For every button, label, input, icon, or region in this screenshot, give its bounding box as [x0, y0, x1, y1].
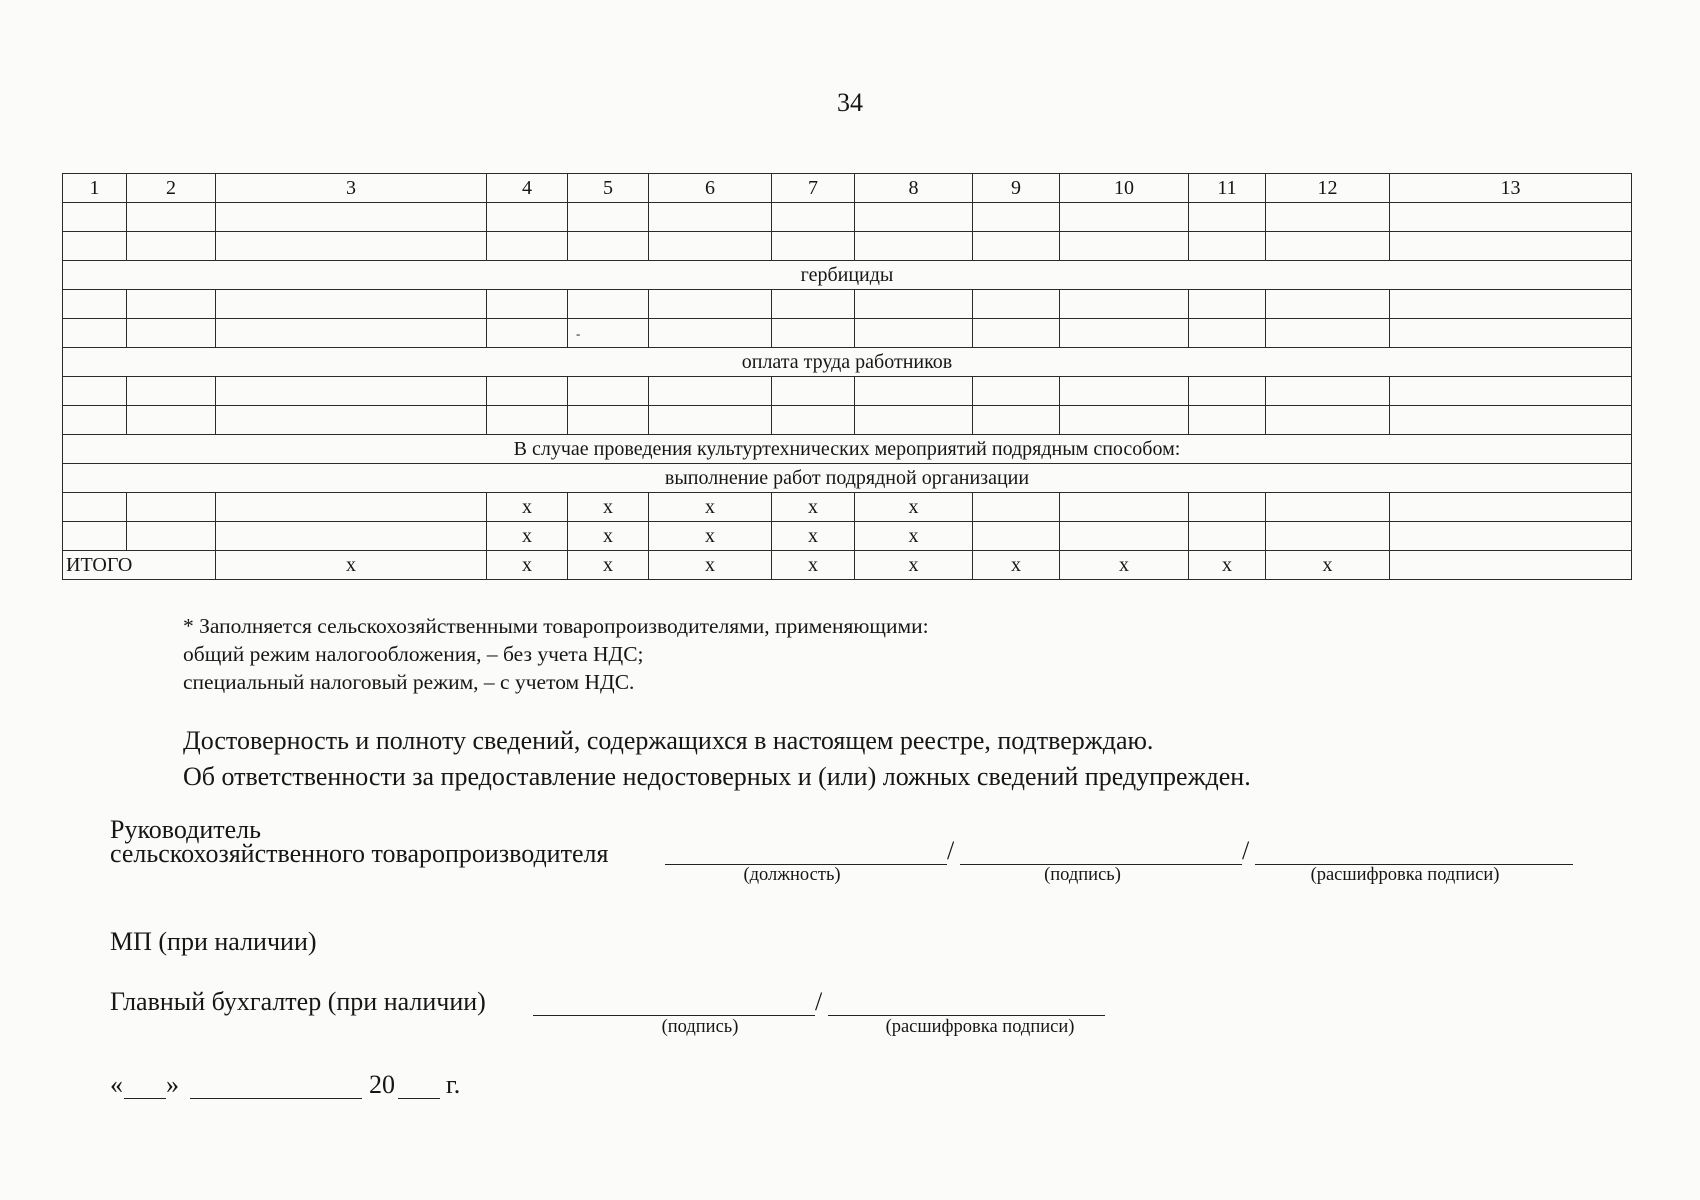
- date-year-line: [398, 1098, 440, 1099]
- footnote-line-2: общий режим налогообложения, – без учета НДС;: [183, 642, 644, 666]
- certification-line-1: Достоверность и полноту сведений, содержащихся в настоящем реестре, подтверждаю.: [183, 726, 1154, 755]
- section-row: [63, 435, 1632, 464]
- caption-decoding: (расшифровка подписи): [1310, 865, 1500, 885]
- accountant-slash: /: [815, 987, 823, 1016]
- na-mark: x: [1189, 551, 1266, 580]
- column-header: 4: [487, 174, 568, 203]
- footnote-line-3: специальный налоговый режим, – с учетом НДС.: [183, 670, 635, 694]
- column-header: 2: [127, 174, 216, 203]
- na-mark: x: [772, 522, 855, 551]
- head-label-2: сельскохозяйственного товаропроизводителя: [110, 839, 609, 868]
- table-row: [63, 290, 1632, 319]
- table-row: [63, 493, 1632, 522]
- column-header: 12: [1266, 174, 1390, 203]
- section-row: [63, 464, 1632, 493]
- na-mark: x: [487, 522, 568, 551]
- na-mark: x: [568, 493, 649, 522]
- total-row: [63, 551, 1632, 580]
- na-mark: x: [649, 551, 772, 580]
- na-mark: x: [855, 522, 973, 551]
- section-row: [63, 261, 1632, 290]
- accountant-caption-decoding: (расшифровка подписи): [885, 1017, 1075, 1037]
- head-slash-2: /: [1242, 836, 1250, 865]
- column-header: 6: [649, 174, 772, 203]
- column-header: 11: [1189, 174, 1266, 203]
- na-mark: x: [772, 551, 855, 580]
- section-row: [63, 348, 1632, 377]
- section-contract-label: В случае проведения культуртехнических мероприятий подрядным способом:: [63, 435, 1632, 464]
- table-row: [63, 232, 1632, 261]
- section-herbicides-label: гербициды: [63, 261, 1632, 290]
- accountant-decoding-line: [828, 1015, 1105, 1016]
- column-header: 9: [973, 174, 1060, 203]
- column-header: 7: [772, 174, 855, 203]
- na-mark: x: [487, 493, 568, 522]
- stray-mark: -: [568, 319, 649, 348]
- date-year-prefix: 20: [369, 1070, 395, 1099]
- na-mark: x: [568, 522, 649, 551]
- section-wages-label: оплата труда работников: [63, 348, 1632, 377]
- date-close-quote: »: [166, 1070, 179, 1099]
- column-header: 8: [855, 174, 973, 203]
- caption-signature: (подпись): [1044, 865, 1121, 885]
- date-year-suffix: г.: [446, 1070, 461, 1099]
- total-label: ИТОГО: [63, 551, 216, 580]
- na-mark: x: [1266, 551, 1390, 580]
- na-mark: x: [973, 551, 1060, 580]
- table-row: [63, 522, 1632, 551]
- accountant-label: Главный бухгалтер (при наличии): [110, 987, 486, 1016]
- date-month-line: [190, 1098, 362, 1099]
- section-contract-work-label: выполнение работ подрядной организации: [63, 464, 1632, 493]
- na-mark: x: [568, 551, 649, 580]
- page-number: 34: [837, 88, 863, 117]
- head-label-1: Руководитель: [110, 815, 261, 844]
- stamp-label: МП (при наличии): [110, 927, 317, 956]
- table-row: [63, 377, 1632, 406]
- column-header: 13: [1390, 174, 1632, 203]
- na-mark: x: [1060, 551, 1189, 580]
- certification-line-2: Об ответственности за предоставление недостоверных и (или) ложных сведений предупрежден.: [183, 762, 1251, 791]
- accountant-caption-signature: (подпись): [661, 1017, 739, 1037]
- na-mark: x: [649, 493, 772, 522]
- column-header: 10: [1060, 174, 1189, 203]
- header-row: [63, 174, 1632, 203]
- na-mark: x: [216, 551, 487, 580]
- table-row: [63, 319, 1632, 348]
- column-header: 5: [568, 174, 649, 203]
- head-slash-1: /: [947, 836, 955, 865]
- date-day-line: [124, 1098, 166, 1099]
- table-row: [63, 203, 1632, 232]
- footnote-line-1: * Заполняется сельскохозяйственными товаропроизводителями, применяющими:: [183, 614, 929, 638]
- accountant-signature-line: [533, 1015, 815, 1016]
- na-mark: x: [772, 493, 855, 522]
- caption-position: (должность): [743, 865, 841, 885]
- na-mark: x: [649, 522, 772, 551]
- column-header: 3: [216, 174, 487, 203]
- date-open-quote: «: [110, 1070, 123, 1099]
- na-mark: x: [487, 551, 568, 580]
- column-header: 1: [63, 174, 127, 203]
- na-mark: x: [855, 493, 973, 522]
- register-table: [62, 173, 1632, 580]
- table-row: [63, 406, 1632, 435]
- na-mark: x: [855, 551, 973, 580]
